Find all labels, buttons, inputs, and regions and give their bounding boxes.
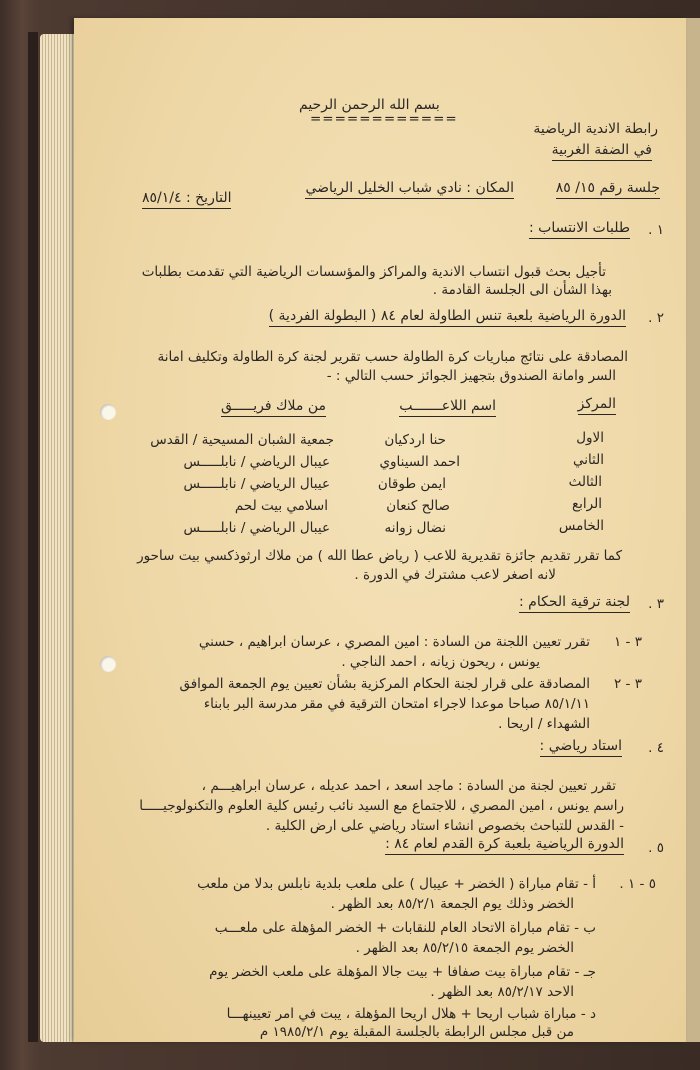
meeting-place: المكان : نادي شباب الخليل الرياضي bbox=[305, 180, 514, 199]
section-2-line: كما تقرر تقديم جائزة تقديرية للاعب ( رياض عطا الله ) من ملاك ارثوذكسي بيت ساحور bbox=[137, 548, 622, 564]
table-cell-player: ايمن طوقان bbox=[377, 476, 446, 492]
section-4-line: - القدس للتباحث بخصوص انشاء استاد رياضي على ارض الكلية . bbox=[265, 818, 624, 834]
table-header-rank: المركز bbox=[578, 396, 616, 415]
table-cell-player: نضال زوانه bbox=[384, 520, 446, 536]
section-2-title: الدورة الرياضية بلعبة تنس الطاولة لعام ٨٤ ( البطولة الفردية ) bbox=[269, 308, 626, 327]
table-cell-rank: الرابع bbox=[571, 496, 602, 512]
section-3-item-line: يونس ، ريحون زيانه ، احمد الناجي . bbox=[341, 654, 540, 670]
section-1-number: ١ . bbox=[648, 222, 664, 238]
section-5-item-line: ب - تقام مباراة الاتحاد العام للنقابات + الخضر المؤهلة على ملعـــب bbox=[214, 920, 596, 936]
section-5-item-number: ٥ - ١ . bbox=[619, 876, 656, 892]
punch-hole bbox=[100, 404, 116, 420]
basmala: بسم الله الرحمن الرحيم bbox=[299, 97, 440, 113]
meeting-date: التاريخ : ٨٥/١/٤ bbox=[142, 190, 231, 209]
section-1-title: طلبات الانتساب : bbox=[529, 220, 630, 239]
section-5-item-line: أ - تقام مباراة ( الخضر + عيبال ) على ملعب بلدية نابلس بدلا من ملعب bbox=[197, 876, 596, 892]
page-gutter bbox=[28, 32, 38, 1042]
section-3-item-line: الشهداء / اريحا . bbox=[498, 716, 590, 732]
page-right-edge bbox=[686, 18, 700, 1042]
table-cell-team: عيبال الرياضي / نابلـــــس bbox=[183, 520, 330, 536]
table-cell-player: صالح كنعان bbox=[386, 498, 450, 514]
section-5-item-line: من قبل مجلس الرابطة بالجلسة المقبلة يوم ١٩٨٥/٢/١ م bbox=[259, 1024, 574, 1040]
table-cell-team: جمعية الشبان المسيحية / القدس bbox=[150, 432, 334, 448]
section-2-number: ٢ . bbox=[648, 310, 664, 326]
basmala-rule: ============ bbox=[310, 111, 458, 127]
table-cell-player: حنا اردكيان bbox=[384, 432, 446, 448]
section-5-item-line: الخضر يوم الجمعة ٨٥/٢/١٥ بعد الظهر . bbox=[355, 940, 574, 956]
section-2-line: لانه اصغر لاعب مشترك في الدورة . bbox=[354, 567, 556, 583]
section-5-item-line: د - مباراة شباب اريحا + هلال اريحا المؤهلة ، يبت في امر تعيينهـــا bbox=[226, 1006, 596, 1022]
section-4-title: استاد رياضي : bbox=[540, 738, 622, 757]
table-cell-rank: الثالث bbox=[568, 474, 602, 490]
section-3-item-number: ٣ - ١ bbox=[614, 634, 642, 650]
table-cell-team: اسلامي بيت لحم bbox=[234, 498, 328, 514]
section-4-number: ٤ . bbox=[648, 740, 664, 756]
table-cell-player: احمد السيناوي bbox=[379, 454, 460, 470]
section-5-title: الدورة الرياضية بلعبة كرة القدم لعام ٨٤ : bbox=[385, 836, 624, 855]
org-name-line2: في الضفة الغربية bbox=[552, 142, 652, 161]
section-4-line: راسم يونس ، امين المصري ، للاجتماع مع السيد نائب رئيس كلية العلوم والتكنولوجيـــــا bbox=[139, 798, 624, 814]
section-5-item-line: الخضر وذلك يوم الجمعة ٨٥/٢/١ بعد الظهر . bbox=[330, 896, 574, 912]
section-3-title: لجنة ترقية الحكام : bbox=[519, 594, 630, 613]
section-4-line: تقرر تعيين لجنة من السادة : ماجد اسعد ، احمد عديله ، عرسان ابراهيـــم ، bbox=[201, 778, 616, 794]
section-2-line: السر وامانة الصندوق بتجهيز الجوائز حسب التالي : - bbox=[326, 368, 616, 384]
section-1-line: بهذا الشأن الى الجلسة القادمة . bbox=[432, 282, 612, 298]
section-5-number: ٥ . bbox=[648, 840, 664, 856]
section-1-line: تأجيل بحث قبول انتساب الاندية والمراكز والمؤسسات الرياضية التي تقدمت بطلبات bbox=[141, 264, 606, 280]
section-2-line: المصادقة على نتائج مباريات كرة الطاولة حسب تقرير لجنة كرة الطاولة وتكليف امانة bbox=[157, 349, 628, 365]
section-3-item-line: تقرر تعيين اللجنة من السادة : امين المصري ، عرسان ابراهيم ، حسني bbox=[198, 634, 590, 650]
section-3-item-line: ٨٥/١/١١ صباحا موعدا لاجراء امتحان الترقية في مقر مدرسة البر بابناء bbox=[203, 696, 590, 712]
document-page bbox=[74, 18, 686, 1042]
section-5-item-line: الاحد ٨٥/٢/١٧ بعد الظهر . bbox=[430, 984, 574, 1000]
table-cell-team: عيبال الرياضي / نابلـــــس bbox=[183, 454, 330, 470]
section-3-number: ٣ . bbox=[648, 596, 664, 612]
punch-hole bbox=[100, 656, 116, 672]
session-number: جلسة رقم ١٥/ ٨٥ bbox=[556, 180, 660, 199]
section-3-item-line: المصادقة على قرار لجنة الحكام المركزية بشأن تعيين يوم الجمعة الموافق bbox=[179, 676, 590, 692]
table-header-player: اسم اللاعـــــــب bbox=[399, 398, 496, 417]
org-name-line1: رابطة الاندية الرياضية bbox=[533, 121, 658, 137]
table-header-team: من ملاك فريـــــق bbox=[221, 398, 326, 417]
table-cell-rank: الاول bbox=[576, 430, 604, 446]
table-cell-rank: الخامس bbox=[558, 518, 604, 534]
table-cell-rank: الثاني bbox=[572, 452, 604, 468]
table-cell-team: عيبال الرياضي / نابلـــــس bbox=[183, 476, 330, 492]
section-5-item-line: جـ - تقام مباراة بيت صفافا + بيت جالا المؤهلة على ملعب الخضر يوم bbox=[209, 964, 596, 980]
section-3-item-number: ٣ - ٢ bbox=[614, 676, 642, 692]
